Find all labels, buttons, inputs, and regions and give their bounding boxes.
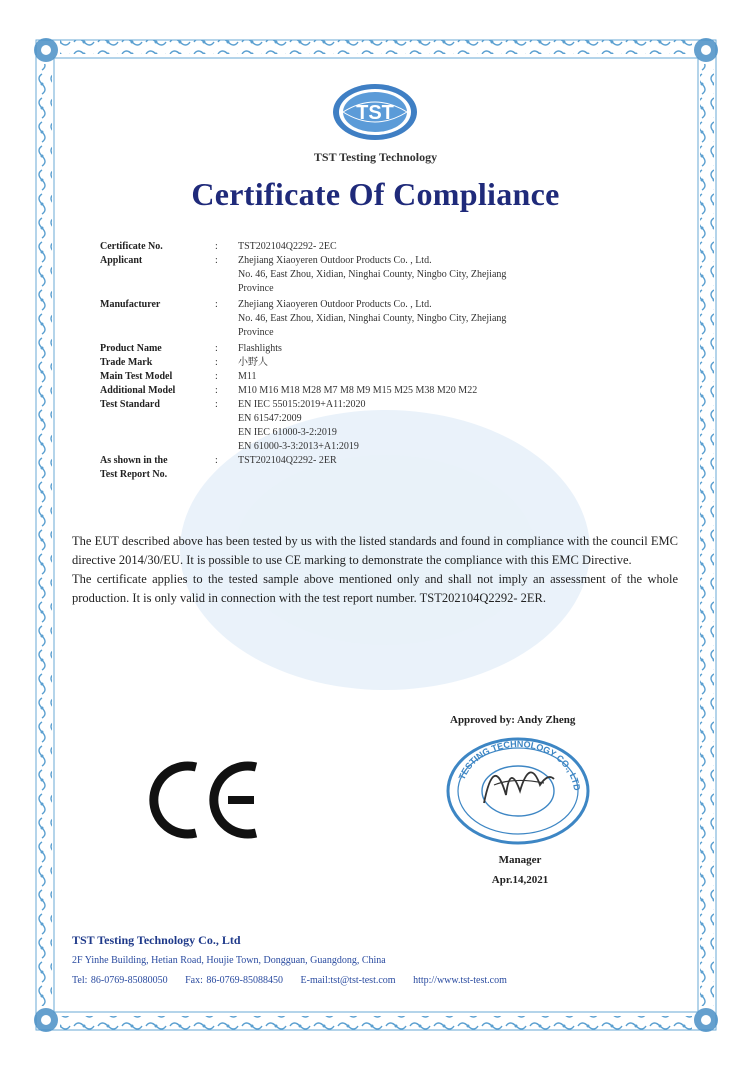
field-value-line: Province	[238, 283, 274, 294]
footer-contact	[72, 975, 521, 986]
field-value-line: EN 61547:2009	[238, 413, 302, 424]
field-label: Manufacturer	[100, 299, 161, 310]
field-value-line: Zhejiang Xiaoyeren Outdoor Products Co. , Ltd.	[238, 299, 432, 310]
issuer-name: TST Testing Technology	[313, 150, 438, 164]
field-value-line: Zhejiang Xiaoyeren Outdoor Products Co. , Ltd.	[238, 255, 432, 266]
field-label: Certificate No.	[100, 241, 163, 252]
field-label: Trade Mark	[100, 357, 153, 368]
field-value-line: No. 46, East Zhou, Xidian, Ninghai County, Ningbo City, Zhejiang	[238, 269, 507, 280]
field-test-standard: Test Standard : EN IEC 55015:2019+A11:2020 EN 61547:2009 EN IEC 61000-3-2:2019 EN 61000-3-3:2013+A1:2019	[100, 398, 620, 454]
field-value: M10 M16 M18 M28 M7 M8 M9 M15 M25 M38 M20 M22	[238, 385, 478, 396]
field-label: Test Report No.	[100, 469, 168, 480]
signer-title: Manager	[498, 854, 542, 866]
field-label: Applicant	[100, 255, 143, 266]
certificate-title: Certificate Of Compliance	[191, 176, 560, 212]
compliance-statement	[72, 532, 678, 608]
field-value-line: Province	[238, 327, 274, 338]
approval-date: Apr.14,2021	[491, 874, 549, 886]
field-label: Test Standard	[100, 399, 160, 410]
field-label: Main Test Model	[100, 371, 173, 382]
field-certificate-no: Certificate No. : TST202104Q2292- 2EC	[100, 240, 620, 254]
footer-fax: Fax: 86-0769-85088450	[185, 975, 284, 986]
field-label: Product Name	[100, 343, 162, 354]
statement-paragraph: The EUT described above has been tested by us with the listed standards and found in compliance with the council EMC directive 2014/30/EU. It is possible to use CE marking to demonstrate the compliance with this EMC Directive.	[72, 534, 678, 567]
field-value: TST202104Q2292- 2EC	[238, 241, 337, 252]
field-additional-model: Additional Model : M10 M16 M18 M28 M7 M8 M9 M15 M25 M38 M20 M22	[100, 384, 620, 398]
footer-company: TST Testing Technology Co., Ltd	[72, 933, 241, 947]
field-value: Flashlights	[238, 343, 282, 354]
statement-paragraph: The certificate applies to the tested sample above mentioned only and shall not imply an assessment of the whole production. It is only valid in connection with the test report number. TST202104Q2292- 2ER.	[72, 572, 678, 605]
field-value: M11	[238, 371, 257, 382]
field-manufacturer: Manufacturer : Zhejiang Xiaoyeren Outdoor Products Co. , Ltd. No. 46, East Zhou, Xidian, Ninghai County, Ningbo City, Zhejiang Province	[100, 298, 620, 340]
field-value: TST202104Q2292- 2ER	[238, 455, 337, 466]
company-seal	[444, 733, 592, 845]
certificate-fields	[100, 240, 620, 482]
seal-text: TESTING TECHNOLOGY CO., LTD	[456, 738, 583, 792]
field-value-line: EN IEC 61000-3-2:2019	[238, 427, 337, 438]
footer-website[interactable]: http://www.tst-test.com	[413, 975, 507, 986]
field-label: As shown in the	[100, 455, 168, 466]
field-label: Additional Model	[100, 385, 176, 396]
field-value: 小野人	[238, 357, 268, 368]
field-value-line: EN 61000-3-3:2013+A1:2019	[238, 441, 359, 452]
footer-tel: Tel: 86-0769-85080050	[72, 975, 168, 986]
field-value-line: EN IEC 55015:2019+A11:2020	[238, 399, 366, 410]
logo-text: TST	[356, 102, 394, 124]
field-product-name: Product Name : Flashlights	[100, 342, 620, 356]
footer-email[interactable]: E-mail:tst@tst-test.com	[300, 975, 396, 986]
tst-logo	[331, 82, 419, 142]
footer-address: 2F Yinhe Building, Hetian Road, Houjie Town, Dongguan, Guangdong, China	[72, 955, 386, 966]
field-main-test-model: Main Test Model : M11	[100, 370, 620, 384]
approved-by: Approved by: Andy Zheng	[450, 714, 576, 726]
field-value-line: No. 46, East Zhou, Xidian, Ninghai County, Ningbo City, Zhejiang	[238, 313, 507, 324]
field-applicant: Applicant : Zhejiang Xiaoyeren Outdoor Products Co. , Ltd. No. 46, East Zhou, Xidian, Ninghai County, Ningbo City, Zhejiang Province	[100, 254, 620, 296]
field-test-report: As shown in the Test Report No. : TST202104Q2292- 2ER	[100, 454, 620, 482]
ce-mark	[144, 755, 264, 845]
field-trade-mark: Trade Mark : 小野人	[100, 356, 620, 370]
